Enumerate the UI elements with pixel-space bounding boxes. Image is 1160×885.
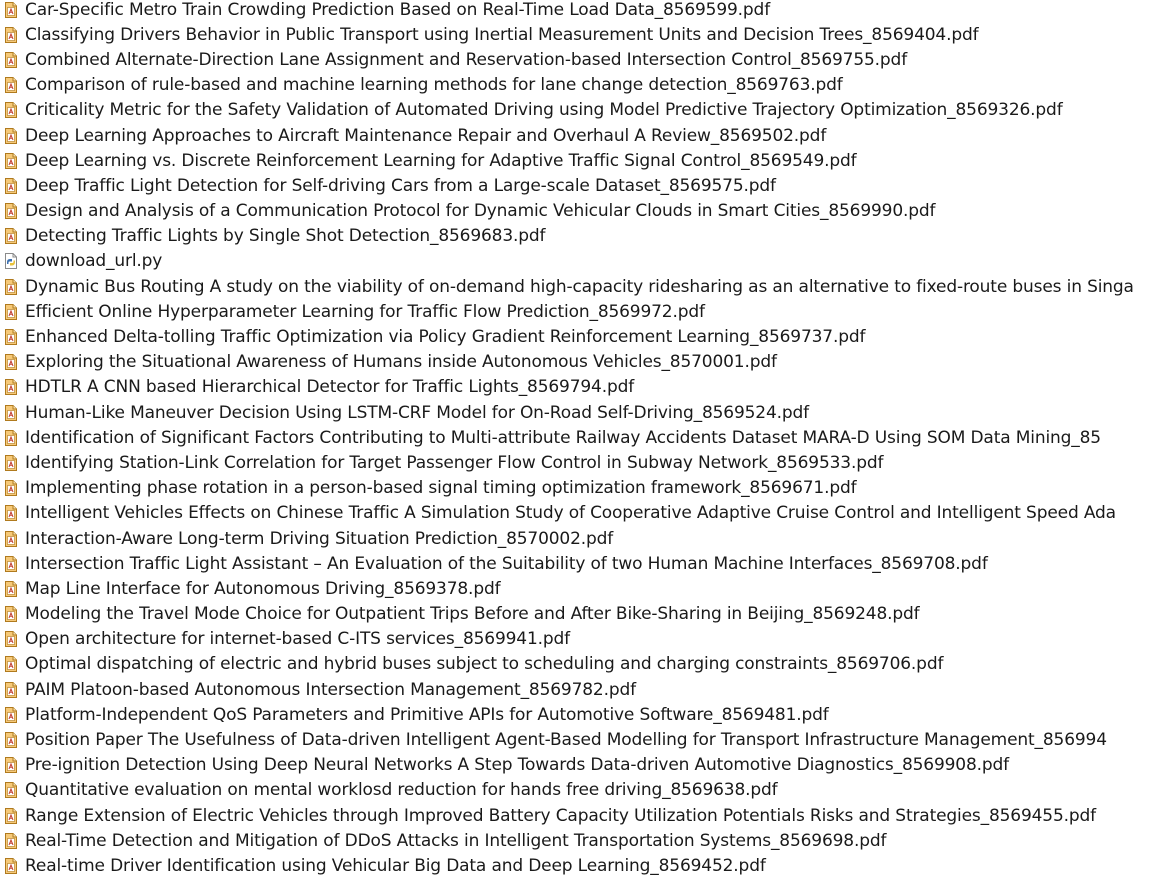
pdf-file-icon [4, 102, 18, 118]
file-item[interactable] [0, 526, 1160, 551]
file-name: Identifying Station-Link Correlation for Target Passenger Flow Control in Subway Network_8569533.pdf [25, 452, 884, 473]
file-item[interactable] [0, 249, 1160, 274]
file-name: Car-Specific Metro Train Crowding Prediction Based on Real-Time Load Data_8569599.pdf [25, 0, 771, 20]
file-item[interactable] [0, 450, 1160, 475]
file-name: Implementing phase rotation in a person-based signal timing optimization framework_8569671.pdf [25, 478, 857, 499]
pdf-file-icon [4, 581, 18, 597]
file-item[interactable] [0, 199, 1160, 224]
file-name: HDTLR A CNN based Hierarchical Detector for Traffic Lights_8569794.pdf [25, 377, 635, 398]
file-name: Design and Analysis of a Communication Protocol for Dynamic Vehicular Clouds in Smart Cities_8569990.pdf [25, 201, 936, 222]
file-name: Deep Traffic Light Detection for Self-driving Cars from a Large-scale Dataset_8569575.pdf [25, 175, 776, 196]
file-name: Deep Learning Approaches to Aircraft Maintenance Repair and Overhaul A Review_8569502.pdf [25, 125, 827, 146]
file-item[interactable] [0, 501, 1160, 526]
file-item[interactable] [0, 400, 1160, 425]
file-item[interactable] [0, 753, 1160, 778]
file-name: Combined Alternate-Direction Lane Assignment and Reservation-based Intersection Control_8569755.pdf [25, 49, 908, 70]
file-name: Optimal dispatching of electric and hybrid buses subject to scheduling and charging constraints_8569706.pdf [25, 654, 944, 675]
file-name: Enhanced Delta-tolling Traffic Optimization via Policy Gradient Reinforcement Learning_8569737.pdf [25, 327, 866, 348]
pdf-file-icon [4, 2, 18, 18]
file-name: Detecting Traffic Lights by Single Shot Detection_8569683.pdf [25, 226, 546, 247]
pdf-file-icon [4, 128, 18, 144]
pdf-file-icon [4, 606, 18, 622]
pdf-file-icon [4, 556, 18, 572]
file-name: Modeling the Travel Mode Choice for Outpatient Trips Before and After Bike-Sharing in Beijing_8569248.pdf [25, 604, 920, 625]
file-name: Deep Learning vs. Discrete Reinforcement Learning for Adaptive Traffic Signal Control_8569549.pdf [25, 150, 857, 171]
pdf-file-icon [4, 329, 18, 345]
file-name: Real-time Driver Identification using Vehicular Big Data and Deep Learning_8569452.pdf [25, 855, 766, 876]
file-item[interactable] [0, 0, 1160, 22]
pdf-file-icon [4, 808, 18, 824]
file-item[interactable] [0, 627, 1160, 652]
file-item[interactable] [0, 173, 1160, 198]
pdf-file-icon [4, 833, 18, 849]
file-item[interactable] [0, 324, 1160, 349]
file-item[interactable] [0, 727, 1160, 752]
file-item[interactable] [0, 123, 1160, 148]
file-item[interactable] [0, 702, 1160, 727]
pdf-file-icon [4, 732, 18, 748]
file-item[interactable] [0, 425, 1160, 450]
file-item[interactable] [0, 47, 1160, 72]
file-name: Real-Time Detection and Mitigation of DDoS Attacks in Intelligent Transportation Systems_8569698.pdf [25, 830, 887, 851]
file-item[interactable] [0, 476, 1160, 501]
pdf-file-icon [4, 480, 18, 496]
file-item[interactable] [0, 274, 1160, 299]
file-item[interactable] [0, 778, 1160, 803]
pdf-file-icon [4, 405, 18, 421]
pdf-file-icon [4, 505, 18, 521]
pdf-file-icon [4, 782, 18, 798]
file-item[interactable] [0, 299, 1160, 324]
file-item[interactable] [0, 803, 1160, 828]
file-name: Human-Like Maneuver Decision Using LSTM-CRF Model for On-Road Self-Driving_8569524.pdf [25, 402, 810, 423]
file-name: Comparison of rule-based and machine learning methods for lane change detection_8569763.pdf [25, 75, 843, 96]
python-file-icon [4, 253, 18, 269]
pdf-file-icon [4, 354, 18, 370]
pdf-file-icon [4, 27, 18, 43]
file-item[interactable] [0, 73, 1160, 98]
file-name: PAIM Platoon-based Autonomous Intersection Management_8569782.pdf [25, 679, 636, 700]
file-name: Platform-Independent QoS Parameters and Primitive APIs for Automotive Software_8569481.pdf [25, 704, 829, 725]
file-item[interactable] [0, 677, 1160, 702]
file-name: download_url.py [25, 251, 163, 272]
pdf-file-icon [4, 430, 18, 446]
file-name: Intersection Traffic Light Assistant – An Evaluation of the Suitability of two Human Machine Interfaces_8569708.pdf [25, 553, 988, 574]
file-item[interactable] [0, 576, 1160, 601]
pdf-file-icon [4, 228, 18, 244]
pdf-file-icon [4, 631, 18, 647]
file-name: Range Extension of Electric Vehicles through Improved Battery Capacity Utilization Potentials Risks and Strategies_8569455.pdf [25, 805, 1097, 826]
pdf-file-icon [4, 304, 18, 320]
file-item[interactable] [0, 22, 1160, 47]
file-item[interactable] [0, 828, 1160, 853]
file-name: Quantitative evaluation on mental worklosd reduction for hands free driving_8569638.pdf [25, 780, 778, 801]
file-name: Open architecture for internet-based C-ITS services_8569941.pdf [25, 629, 571, 650]
file-item[interactable] [0, 853, 1160, 878]
pdf-file-icon [4, 203, 18, 219]
pdf-file-icon [4, 153, 18, 169]
pdf-file-icon [4, 455, 18, 471]
pdf-file-icon [4, 77, 18, 93]
file-item[interactable] [0, 148, 1160, 173]
pdf-file-icon [4, 682, 18, 698]
file-name: Criticality Metric for the Safety Validation of Automated Driving using Model Predictive Trajectory Optimization_8569326.pdf [25, 100, 1063, 121]
pdf-file-icon [4, 858, 18, 874]
file-item[interactable] [0, 375, 1160, 400]
file-name: Pre-ignition Detection Using Deep Neural Networks A Step Towards Data-driven Automotive Diagnostics_8569908.pdf [25, 755, 1010, 776]
file-item[interactable] [0, 224, 1160, 249]
pdf-file-icon [4, 656, 18, 672]
pdf-file-icon [4, 707, 18, 723]
pdf-file-icon [4, 379, 18, 395]
file-name: Intelligent Vehicles Effects on Chinese Traffic A Simulation Study of Cooperative Adaptive Cruise Control and Intelligent Speed Ada [25, 503, 1116, 524]
pdf-file-icon [4, 531, 18, 547]
file-item[interactable] [0, 652, 1160, 677]
file-name: Map Line Interface for Autonomous Driving_8569378.pdf [25, 578, 501, 599]
pdf-file-icon [4, 52, 18, 68]
file-name: Position Paper The Usefulness of Data-driven Intelligent Agent-Based Modelling for Transport Infrastructure Management_856994 [25, 730, 1107, 751]
file-item[interactable] [0, 98, 1160, 123]
file-name: Interaction-Aware Long-term Driving Situation Prediction_8570002.pdf [25, 528, 614, 549]
file-name: Exploring the Situational Awareness of Humans inside Autonomous Vehicles_8570001.pdf [25, 352, 777, 373]
pdf-file-icon [4, 178, 18, 194]
file-item[interactable] [0, 551, 1160, 576]
pdf-file-icon [4, 279, 18, 295]
file-item[interactable] [0, 602, 1160, 627]
file-item[interactable] [0, 350, 1160, 375]
file-name: Identification of Significant Factors Contributing to Multi-attribute Railway Accidents Dataset MARA-D Using SOM Data Mining_85 [25, 427, 1101, 448]
pdf-file-icon [4, 757, 18, 773]
file-name: Classifying Drivers Behavior in Public Transport using Inertial Measurement Units and Decision Trees_8569404.pdf [25, 24, 979, 45]
file-name: Efficient Online Hyperparameter Learning for Traffic Flow Prediction_8569972.pdf [25, 301, 705, 322]
file-name: Dynamic Bus Routing A study on the viability of on-demand high-capacity ridesharing as an alternative to fixed-route buses in Singa [25, 276, 1134, 297]
